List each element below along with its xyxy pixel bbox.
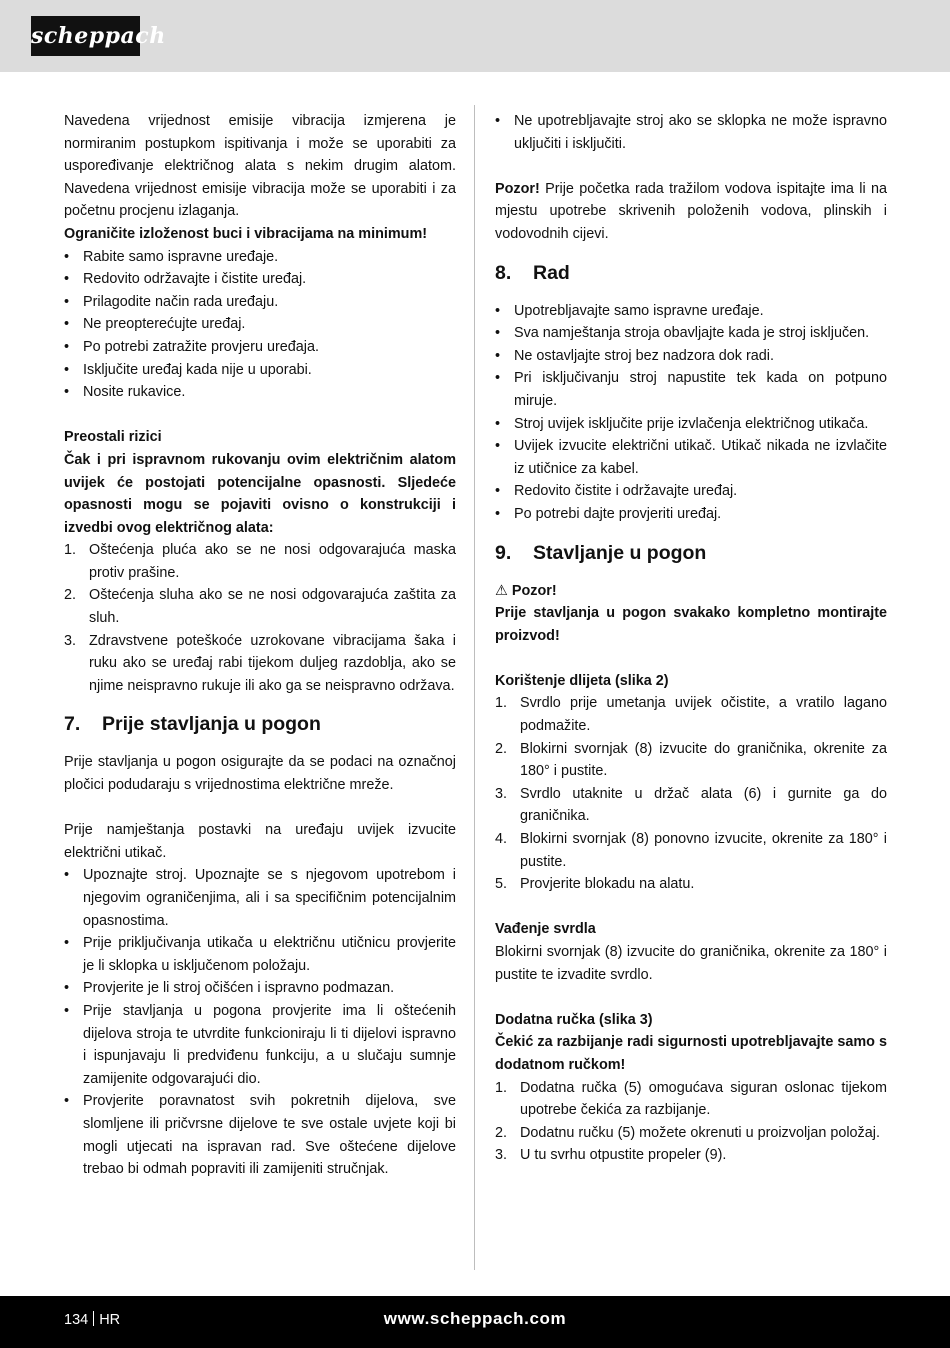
handle-warning: Čekić za razbijanje radi sigurnosti upotrebljavajte samo s dodatnom ručkom! (495, 1034, 887, 1073)
list-item: 4. Blokirni svornjak (8) ponovno izvucite, okrenite za 180° i pustite. (495, 831, 887, 870)
residual-risks-title: Preostali rizici (64, 429, 162, 446)
handle-title: Dodatna ručka (slika 3) (495, 1011, 653, 1028)
section-7-list (64, 864, 456, 1180)
column-divider (474, 105, 475, 1270)
section-7-paragraph-1: Prije stavljanja u pogon osigurajte da se podaci na označnoj pločici podudaraju s vrijednostima električne mreže. (64, 754, 456, 794)
list-item: • Provjerite je li stroj očišćen i ispravno podmazan. (64, 977, 456, 1000)
list-item: • Redovito održavajte i čistite uređaj. (64, 268, 456, 291)
pozor-paragraph: Pozor! Prije početka rada tražilom vodova ispitajte ima li na mjestu upotrebe skrivenih položenih vodova, plinskih i vodovodnih cijevi. (495, 180, 887, 242)
section-9-heading: 9. Stavljanje u pogon (495, 541, 707, 564)
list-item: 1. Oštećenja pluća ako se ne nosi odgovarajuća maska protiv prašine. (64, 542, 456, 581)
list-item: • Provjerite poravnatost svih pokretnih dijelova, sve slomljene ili pričvrsne dijelove te sve ostale uvjete koji bi mogli utjecati na ispravan rad. Sve oštećene dijelove trebao bi odmah popraviti ili zamijeniti stručnjak. (64, 1090, 456, 1180)
list-item: • Rabite samo ispravne uređaje. (64, 246, 456, 269)
list-item: 2. Oštećenja sluha ako se ne nosi odgovarajuća zaštita za sluh. (64, 587, 456, 627)
page-header (0, 0, 950, 72)
list-item: • Ne upotrebljavajte stroj ako se sklopka ne može ispravno uključiti i isključiti. (495, 110, 887, 155)
list-item: • Pri isključivanju stroj napustite tek kada on potpuno miruje. (495, 367, 887, 412)
list-item: 1. Dodatna ručka (5) omogućava siguran oslonac tijekom upotrebe čekića za razbijanje. (495, 1079, 887, 1119)
list-item: • Prije priključivanja utikača u električnu utičnicu provjerite je li sklopka u isključenom položaju. (64, 932, 456, 977)
switch-list (495, 110, 887, 155)
list-item: • Nosite rukavice. (64, 381, 456, 404)
list-item: • Prilagodite način rada uređaju. (64, 291, 456, 314)
remove-bit-text: Blokirni svornjak (8) izvucite do graničnika, okrenite za 180° i pustite te izvadite svrdlo. (495, 944, 887, 983)
list-item: • Po potrebi dajte provjeriti uređaj. (495, 503, 887, 526)
list-item: • Ne ostavljajte stroj bez nadzora dok radi. (495, 345, 887, 368)
vibration-paragraph: Navedena vrijednost emisije vibracija izmjerena je normiranim postupkom ispitivanja i može se uporabiti za uspoređivanje električnog alata s nekim drugim alatom. Navedena vrijednost emisije vibracija može se uporabiti i za početnu procjenu izlaganja. (64, 113, 456, 220)
section-8-list (495, 300, 887, 526)
residual-risks-text: Čak i pri ispravnom rukovanju ovim električnim alatom uvijek će postojati potencijalne opasnosti. Sljedeće opasnosti mogu se pojaviti ovisno o konstrukciji i izvedbi ovog električnog alata: (64, 451, 456, 536)
remove-bit-title: Vađenje svrdla (495, 921, 596, 938)
scheppach-logo: scheppach (31, 16, 140, 56)
list-item: • Ne preopterećujte uređaj. (64, 313, 456, 336)
limit-exposure-heading: Ograničite izloženost buci i vibracijama na minimum! (64, 225, 428, 242)
chisel-title: Korištenje dlijeta (slika 2) (495, 672, 669, 689)
list-item: 1. Svrdlo prije umetanja uvijek očistite, a vratilo lagano podmažite. (495, 695, 887, 735)
left-column (64, 110, 456, 1181)
warning-text: Prije stavljanja u pogon svakako kompletno montirajte proizvod! (495, 605, 887, 644)
list-item: 3. Zdravstvene poteškoće uzrokovane vibracijama šaka i ruku ako se uređaj rabi tijekom duljeg razdoblja, ako se njime neispravno rukuje ili ako ga se neispravno održava. (64, 632, 456, 694)
list-item: • Stroj uvijek isključite prije izvlačenja električnog utikača. (495, 413, 887, 436)
list-item: • Redovito čistite i održavajte uređaj. (495, 480, 887, 503)
list-item: • Po potrebi zatražite provjeru uređaja. (64, 336, 456, 359)
list-item: 3. Svrdlo utaknite u držač alata (6) i gurnite ga do graničnika. (495, 785, 887, 825)
list-item: • Uvijek izvucite električni utikač. Utikač nikada ne izvlačite iz utičnice za kabel. (495, 435, 887, 480)
website-link[interactable]: www.scheppach.com (383, 1309, 567, 1328)
page-footer (0, 1296, 950, 1348)
list-item: 2. Dodatnu ručku (5) možete okrenuti u proizvoljan položaj. (495, 1124, 880, 1141)
list-item: • Isključite uređaj kada nije u uporabi. (64, 359, 456, 382)
section-8-heading: 8. Rad (495, 261, 570, 284)
section-7-heading: 7. Prije stavljanja u pogon (64, 713, 321, 736)
exposure-list (64, 246, 456, 404)
list-item: 5. Provjerite blokadu na alatu. (495, 876, 695, 893)
list-item: 2. Blokirni svornjak (8) izvucite do graničnika, okrenite za 180° i pustite. (495, 740, 887, 780)
handle-list (495, 1077, 887, 1167)
list-item: • Upoznajte stroj. Upoznajte se s njegovom upotrebom i njegovim ograničenjima, ali i sa specifičnim potencijalnim opasnostima. (64, 864, 456, 932)
warning-icon: ⚠ (495, 582, 508, 599)
page-number: 134 HR (64, 1312, 121, 1328)
list-item: • Sva namještanja stroja obavljajte kada je stroj isključen. (495, 322, 887, 345)
chisel-list (495, 692, 887, 895)
warning-label: ⚠ Pozor! (495, 580, 887, 603)
list-item: • Upotrebljavajte samo ispravne uređaje. (495, 300, 887, 323)
risks-list (64, 539, 456, 697)
right-column (495, 110, 887, 1167)
list-item: 3. U tu svrhu otpustite propeler (9). (495, 1147, 727, 1164)
section-7-paragraph-2: Prije namještanja postavki na uređaju uvijek izvucite električni utikač. (64, 822, 456, 861)
list-item: • Prije stavljanja u pogona provjerite ima li oštećenih dijelova stroja te utvrdite funkcioniraju li ti dijelovi ispravno i ispunjavaju li predviđenu funkciju, a u slučaju sumnje zamijenite odgovarajući dio. (64, 1000, 456, 1090)
